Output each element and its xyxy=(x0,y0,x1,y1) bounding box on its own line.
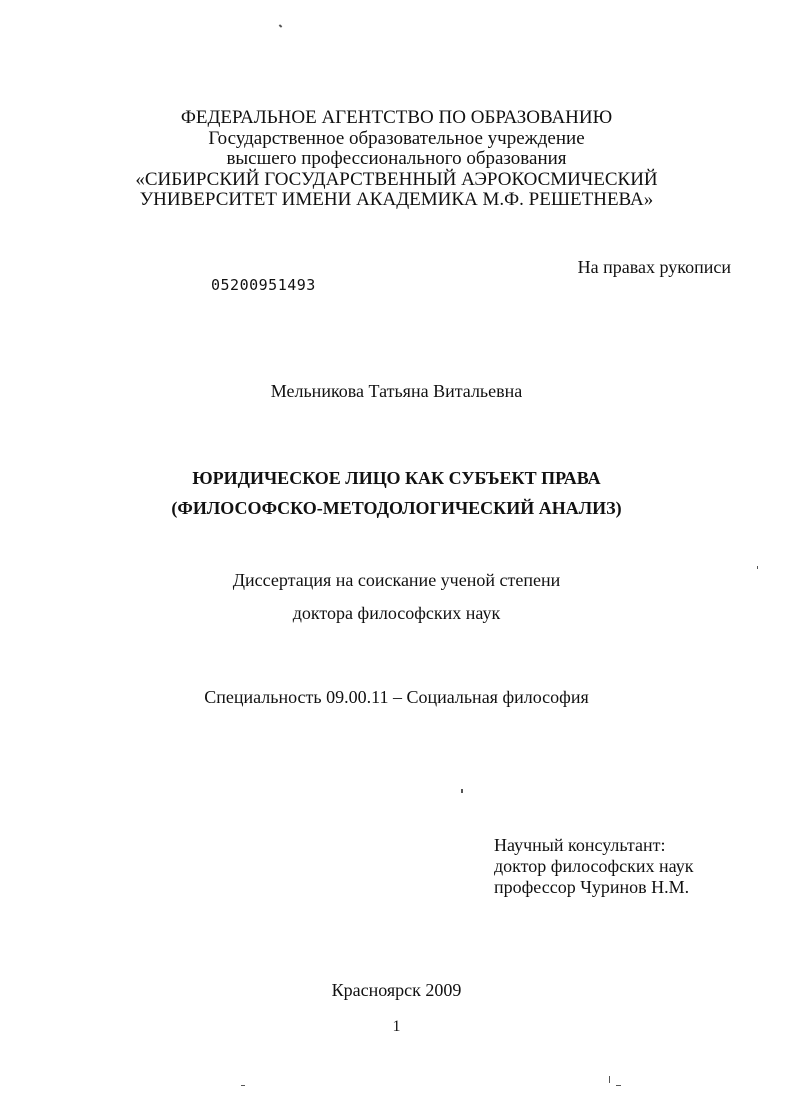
scan-speck xyxy=(279,24,283,27)
header-university-name-2: УНИВЕРСИТЕТ ИМЕНИ АКАДЕМИКА М.Ф. РЕШЕТНЕВА» xyxy=(139,189,654,210)
header-institution-type: Государственное образовательное учреждение xyxy=(208,127,585,149)
scan-speck xyxy=(241,1085,245,1086)
title-line-2: (ФИЛОСОФСКО-МЕТОДОЛОГИЧЕСКИЙ АНАЛИЗ) xyxy=(171,498,622,518)
catalog-code: 05200951493 xyxy=(211,276,316,294)
city-year: Красноярск 2009 xyxy=(331,980,462,1000)
header-agency: ФЕДЕРАЛЬНОЕ АГЕНТСТВО ПО ОБРАЗОВАНИЮ xyxy=(180,107,613,128)
scan-speck xyxy=(609,1076,610,1083)
consultant-degree: доктор философских наук xyxy=(494,856,694,876)
consultant-label: Научный консультант: xyxy=(494,835,666,855)
title-line-1: ЮРИДИЧЕСКОЕ ЛИЦО КАК СУБЪЕКТ ПРАВА xyxy=(192,468,601,488)
page-number: 1 xyxy=(392,1018,401,1035)
scientific-consultant xyxy=(494,835,694,898)
specialty: Специальность 09.00.11 – Социальная философия xyxy=(204,687,589,707)
scan-speck xyxy=(461,789,463,793)
manuscript-rights-note: На правах рукописи xyxy=(577,257,731,277)
scan-speck xyxy=(757,566,758,569)
author-name: Мельникова Татьяна Витальевна xyxy=(270,381,523,401)
scan-speck xyxy=(616,1085,621,1086)
consultant-name: профессор Чуринов Н.М. xyxy=(494,877,690,897)
header-education-level: высшего профессионального образования xyxy=(226,148,567,169)
header-university-name-1: «СИБИРСКИЙ ГОСУДАРСТВЕННЫЙ АЭРОКОСМИЧЕСКИЙ xyxy=(135,168,658,190)
institution-header xyxy=(0,108,793,211)
dissertation-title xyxy=(0,463,793,523)
dissertation-degree-line-1: Диссертация на соискание ученой степени xyxy=(232,570,561,590)
dissertation-degree-line-2: доктора философских наук xyxy=(292,603,501,623)
